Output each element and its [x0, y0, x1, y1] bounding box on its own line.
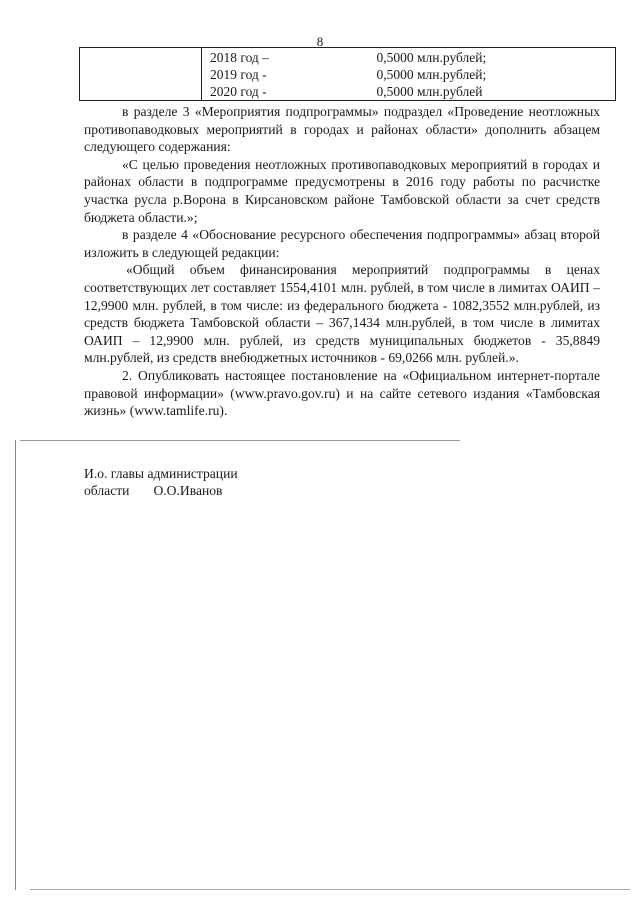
table-empty-cell: [80, 48, 202, 101]
signature-block: [84, 465, 238, 499]
paragraph-publish: 2. Опубликовать настоящее постановление на «Официальном интернет-портале правовой информации» (www.pravo.gov.ru) и на сайте сетевого издания «Тамбовская жизнь» (www.tamlife.ru).: [84, 367, 600, 419]
table-years-cell: [202, 48, 616, 101]
scan-margin-line: [15, 440, 16, 890]
signatory-name: О.О.Иванов: [153, 483, 223, 498]
signature-position-region: области: [84, 483, 130, 498]
page-number: 8: [316, 34, 324, 49]
paragraph-section3: в разделе 3 «Мероприятия подпрограммы» подраздел «Проведение неотложных противопаводковых мероприятий в городах и районах области» дополнить абзацем следующего содержания:: [84, 104, 600, 155]
scan-bottom-line: [30, 889, 630, 890]
year-label: 2019 год -: [210, 67, 267, 82]
paragraph-quote-flood: «С целью проведения неотложных противопаводковых мероприятий в городах и районах области в подпрограмме предусмотрены в 2016 году работы по расчистке участка русла р.Ворона в Кирсановском районе Тамбовской области за счет средств бюджета области.»;: [84, 156, 600, 225]
funding-table: [79, 47, 616, 101]
year-label: 2020 год -: [210, 84, 267, 99]
table-row: [210, 83, 615, 100]
paragraph-quote-funding: «Общий объем финансирования мероприятий подпрограммы в ценах соответствующих лет составляет 1554,4101 млн. рублей, в том числе в лимитах ОАИП – 12,9900 млн. рублей, в том числе: из федерального бюджета - 1082,3552 млн.рублей, из средств бюджета Тамбовской области – 367,1434 млн.рублей, в том числе в лимитах ОАИП – 12,9900 млн. рублей, из средств муниципальных бюджетов - 35,8849 млн.рублей, из средств внебюджетных источников - 69,0266 млн. рублей.».: [84, 262, 600, 366]
amount-value: 0,5000 млн.рублей;: [376, 67, 487, 82]
table-row: [210, 66, 615, 83]
amount-value: 0,5000 млн.рублей: [376, 84, 483, 99]
signature-line: [84, 482, 238, 499]
paragraph-section4: в разделе 4 «Обоснование ресурсного обеспечения подпрограммы» абзац второй изложить в следующей редакции:: [84, 227, 600, 260]
year-label: 2018 год –: [210, 50, 269, 65]
scan-dash-line: [20, 440, 460, 441]
amount-value: 0,5000 млн.рублей;: [376, 50, 487, 65]
document-body: [84, 103, 600, 420]
signature-position: И.о. главы администрации: [84, 466, 238, 481]
table-row: [210, 49, 615, 66]
